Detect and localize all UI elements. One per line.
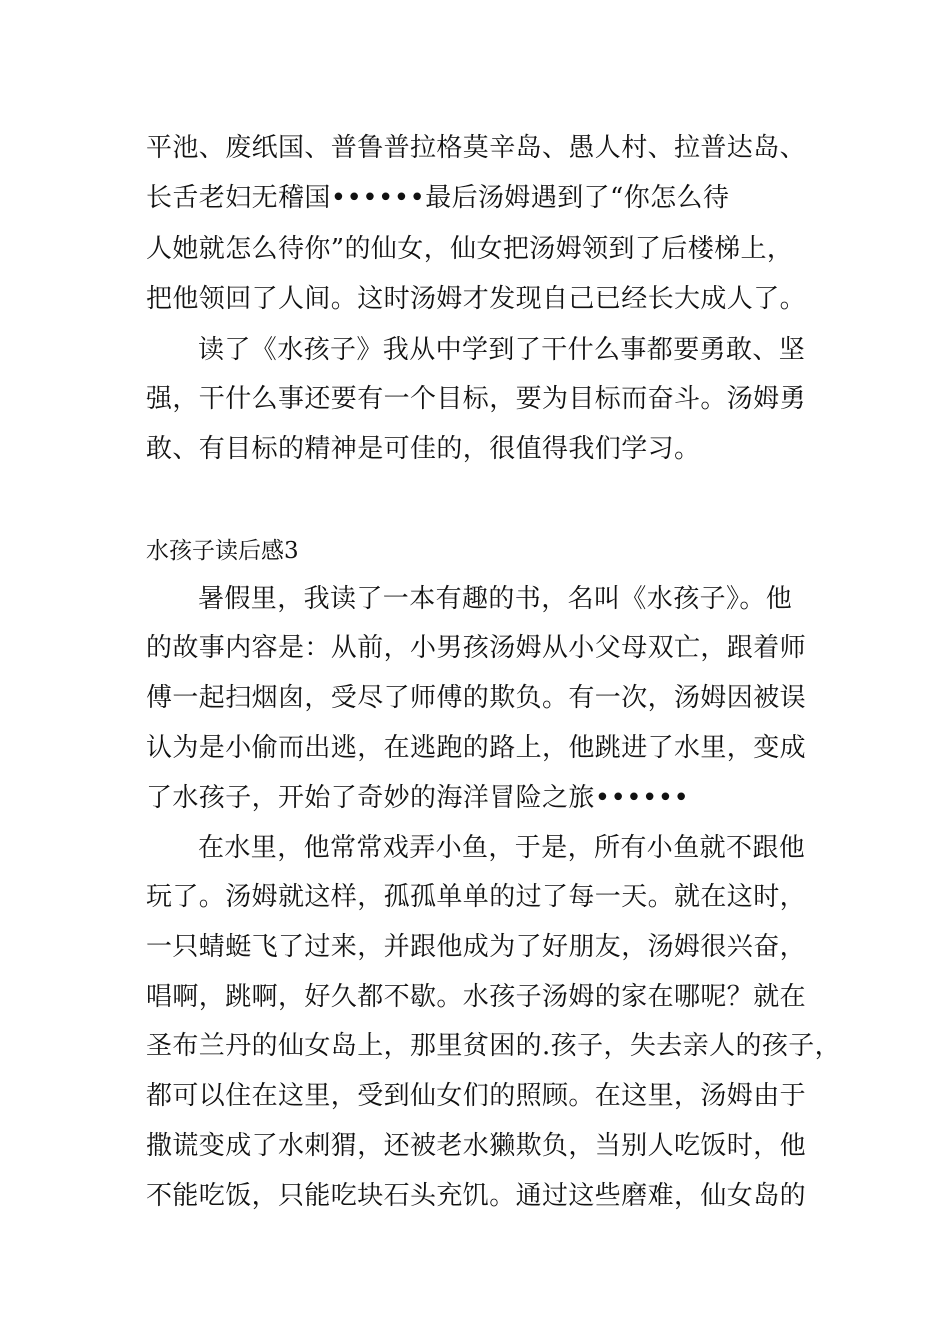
- text-line: 暑假里，我读了一本有趣的书，名叫《水孩子》。他: [198, 584, 793, 614]
- text-line: 了水孩子，开始了奇妙的海洋冒险之旅••••••: [146, 783, 690, 813]
- text-line: 平池、废纸国、普鲁普拉格莫辛岛、愚人村、拉普达岛、: [146, 133, 807, 163]
- text-line: 强，干什么事还要有一个目标，要为目标而奋斗。汤姆勇: [146, 384, 807, 414]
- text-line: 的故事内容是：从前，小男孩汤姆从小父母双亡，跟着师: [146, 633, 807, 663]
- text-line: 在水里，他常常戏弄小鱼，于是，所有小鱼就不跟他: [198, 833, 806, 863]
- text-line: 撒谎变成了水刺猬，还被老水獭欺负，当别人吃饭时，他: [146, 1131, 807, 1161]
- section-heading: 水孩子读后感3: [146, 538, 299, 564]
- text-line: 读了《水孩子》我从中学到了干什么事都要勇敢、坚: [198, 335, 806, 365]
- text-line: 敢、有目标的精神是可佳的，很值得我们学习。: [146, 434, 701, 464]
- text-line: 一只蜻蜓飞了过来，并跟他成为了好朋友，汤姆很兴奋，: [146, 932, 807, 962]
- text-line: 不能吃饭，只能吃块石头充饥。通过这些磨难，仙女岛的: [146, 1181, 807, 1211]
- text-line: 长舌老妇无稽国••••••最后汤姆遇到了“你怎么待: [146, 183, 730, 213]
- text-line: 人她就怎么待你”的仙女，仙女把汤姆领到了后楼梯上，: [146, 234, 794, 264]
- text-line: 傅一起扫烟囱，受尽了师傅的欺负。有一次，汤姆因被误: [146, 683, 807, 713]
- text-line: 玩了。汤姆就这样，孤孤单单的过了每一天。就在这时，: [146, 882, 807, 912]
- text-line: 圣布兰丹的仙女岛上，那里贫困的.孩子，失去亲人的孩子，: [146, 1031, 842, 1061]
- text-line: 唱啊，跳啊，好久都不歇。水孩子汤姆的家在哪呢？就在: [146, 982, 807, 1012]
- text-line: 把他领回了人间。这时汤姆才发现自己已经长大成人了。: [146, 284, 807, 314]
- text-line: 都可以住在这里，受到仙女们的照顾。在这里，汤姆由于: [146, 1081, 807, 1111]
- text-line: 认为是小偷而出逃，在逃跑的路上，他跳进了水里，变成: [146, 733, 807, 763]
